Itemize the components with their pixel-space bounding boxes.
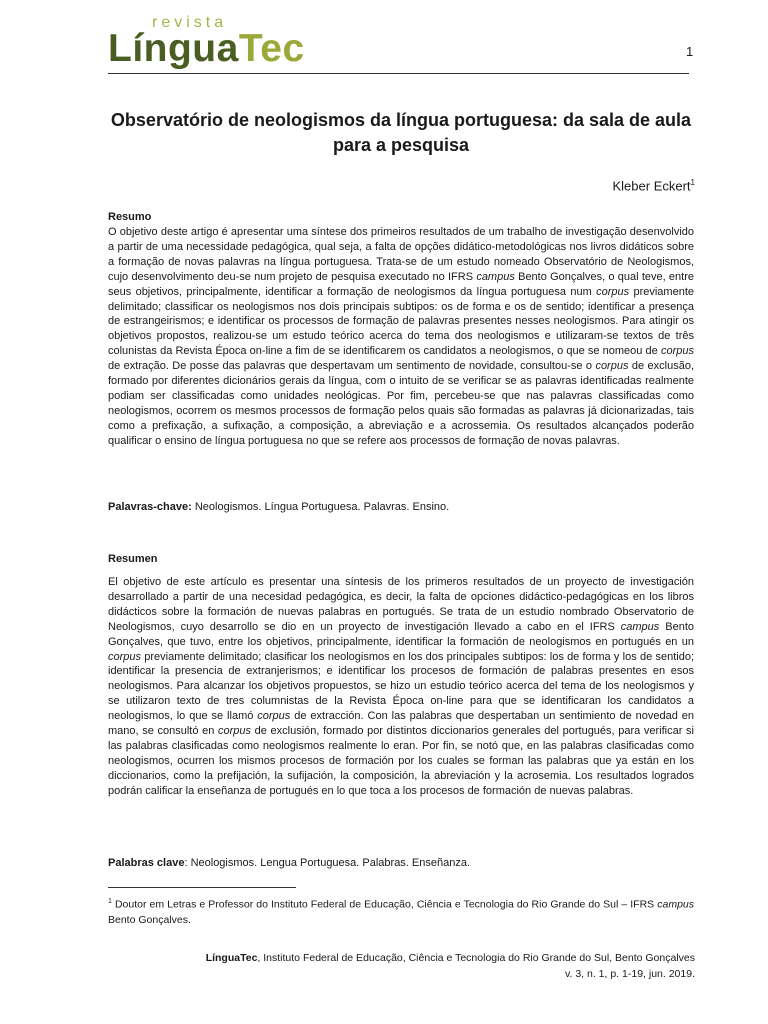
text-run: previamente delimitado; clasificar los neologismos en los dos principales subtipos: los de forma y los de sentido; identificar la presencia de extranjerismos; e identificar los procesos de formación de palabras presentes en esos neologismos. Para alcanzar los objetivos propuestos, se hizo un estudio teórico acerca del tema de los neologismos y se utilizaron texto de tres columnistas de la Revista Época on-line para que se identificaran los candidatos a neologismos, lo que se llamó: [108, 650, 694, 723]
italic-term: corpus: [595, 360, 629, 373]
italic-term: corpus: [257, 710, 291, 723]
italic-term: corpus: [660, 345, 694, 358]
article-title: Observatório de neologismos da língua portuguesa: da sala de aula para a pesquisa: [110, 110, 692, 155]
author-name: Kleber Eckert: [612, 178, 691, 194]
author-footnote-mark: 1: [690, 178, 695, 187]
footnote-divider: [108, 887, 296, 888]
resumo-heading: Resumo: [108, 211, 152, 223]
text-run: de extracción. Con las palabras que despertaban un sentimiento de novedad en mano, se consultó en: [108, 710, 694, 738]
text-run: de exclusión, formado por distintos diccionarios generales del portugués, para verificar si las palabras clasificadas como neologismos realmente lo eran. Por fin, se notó que, en las palabras clasificadas como neologismos, ocurren los mismos procesos de formación por los cuales se forman las palabras que ya están en los diccionarios, como la prefijación, la sufijación, la composición, la abreviación y la acrosemia. Los resultados logrados podrán calificar la enseñanza de portugués en lo que toca a los procesos de formación de nuevas palabras.: [108, 725, 694, 797]
italic-term: corpus: [108, 650, 142, 663]
footnote: [108, 894, 694, 928]
keywords-label: Palavras-chave:: [108, 501, 192, 513]
resumen-heading: Resumen: [108, 553, 158, 565]
footer-citation: v. 3, n. 1, p. 1-19, jun. 2019.: [565, 968, 695, 980]
page-footer: [206, 950, 695, 982]
text-run: de extração. De posse das palavras que despertavam um sentimento de novidade, consultou-se o: [108, 360, 596, 373]
footnote-text: Doutor em Letras e Professor do Instituto Federal de Educação, Ciência e Tecnologia do Rio Grande do Sul – IFRS: [111, 898, 658, 911]
page-number: 1: [686, 44, 694, 59]
footnote-mark: 1: [108, 898, 112, 905]
text-run: El objetivo de este artículo es presentar una síntesis de los primeros resultados de un proyecto de investigación desarrollado a partir de una necesidad pedagógica, es decir, la falta de opciones didáctico-pedagógicas en los libros didácticos sobre la formación de nuevas palabras en portugués. Se trata de un estudio nombrado Observatorio de Neologismos, cuyo desarrollo se dio en un proyecto de investigación llevado a cabo en el IFRS: [108, 576, 694, 633]
journal-logo: [108, 14, 328, 70]
italic-term: campus: [620, 620, 660, 633]
resumo-body: [108, 225, 694, 449]
logo-lingua-text: Língua: [108, 27, 239, 70]
text-run: Bento Gonçalves, o qual teve, entre seus objetivos, principalmente, identificar a formação de neologismos da língua portuguesa num: [108, 270, 695, 298]
article-author: [613, 178, 696, 193]
text-run: previamente delimitado; classificar os neologismos nos dois principais subtipos: os de forma e os de sentido; identificar a presença de estrangeirismos; e identificar os processos de formação de palavras presentes nesses neologismos. Para atingir os objetivos propostos, realizou-se um estudo teórico acerca do tema dos neologismos e utilizaram-se textos de três colunistas da Revista Época on-line a fim de se identificarem os candidatos a neologismos, o que se nomeou de: [108, 285, 694, 358]
header-divider: [108, 73, 689, 74]
text-run: de exclusão, formado por diferentes dicionários gerais da língua, com o intuito de se verificar se as palavras identificadas realmente podiam ser classificadas como unidades neológicas. Por fim, percebeu-se que nas palavras classificadas como neologismos, ocorrem os mesmos processos de formação pelos quais são formadas as palavras já dicionarizadas, tais como a prefixação, a sufixação, a composição, a abreviação e a acrossemia. Os resultados alcançados poderão qualificar o ensino de língua portuguesa no que se refere aos processos de formação de novas palavras.: [108, 360, 694, 447]
resumo-keywords: [108, 501, 449, 513]
italic-term: campus: [476, 270, 515, 283]
footer-journal-name: LínguaTec: [205, 952, 258, 964]
footer-institution: , Instituto Federal de Educação, Ciência e Tecnologia do Rio Grande do Sul, Bento Gonçalves: [257, 952, 695, 964]
footer-institution-line: [206, 950, 695, 966]
footnote-campus: campus: [657, 898, 694, 911]
logo-tec-text: Tec: [238, 27, 305, 70]
text-run: O objetivo deste artigo é apresentar uma síntese dos primeiros resultados de um trabalho de investigação desenvolvido a partir de uma necessidade pedagógica, qual seja, a falta de opções didático-metodológicas nos livros didáticos sobre a formação de novas palavras na língua portuguesa. Trata-se de um estudo nomeado Observatório de Neologismos, cujo desenvolvimento deu-se num projeto de pesquisa executado no IFRS: [108, 226, 694, 283]
resumen-body: [108, 575, 694, 799]
text-run: Bento Gonçalves, que tuvo, entre los objetivos, principalmente, identificar la formación de neologismos en portugués en un: [108, 620, 694, 648]
italic-term: corpus: [596, 285, 630, 298]
footnote-tail: Bento Gonçalves.: [108, 913, 191, 926]
palabras-clave-label: Palabras clave: [108, 857, 185, 869]
logo-wordmark: [108, 26, 305, 72]
palabras-clave-list: : Neologismos. Lengua Portuguesa. Palabras. Enseñanza.: [184, 857, 471, 869]
keywords-list: Neologismos. Língua Portuguesa. Palavras. Ensino.: [191, 501, 450, 513]
italic-term: corpus: [217, 725, 251, 738]
resumen-keywords: [108, 857, 470, 869]
logo-revista-text: revista: [152, 14, 228, 31]
